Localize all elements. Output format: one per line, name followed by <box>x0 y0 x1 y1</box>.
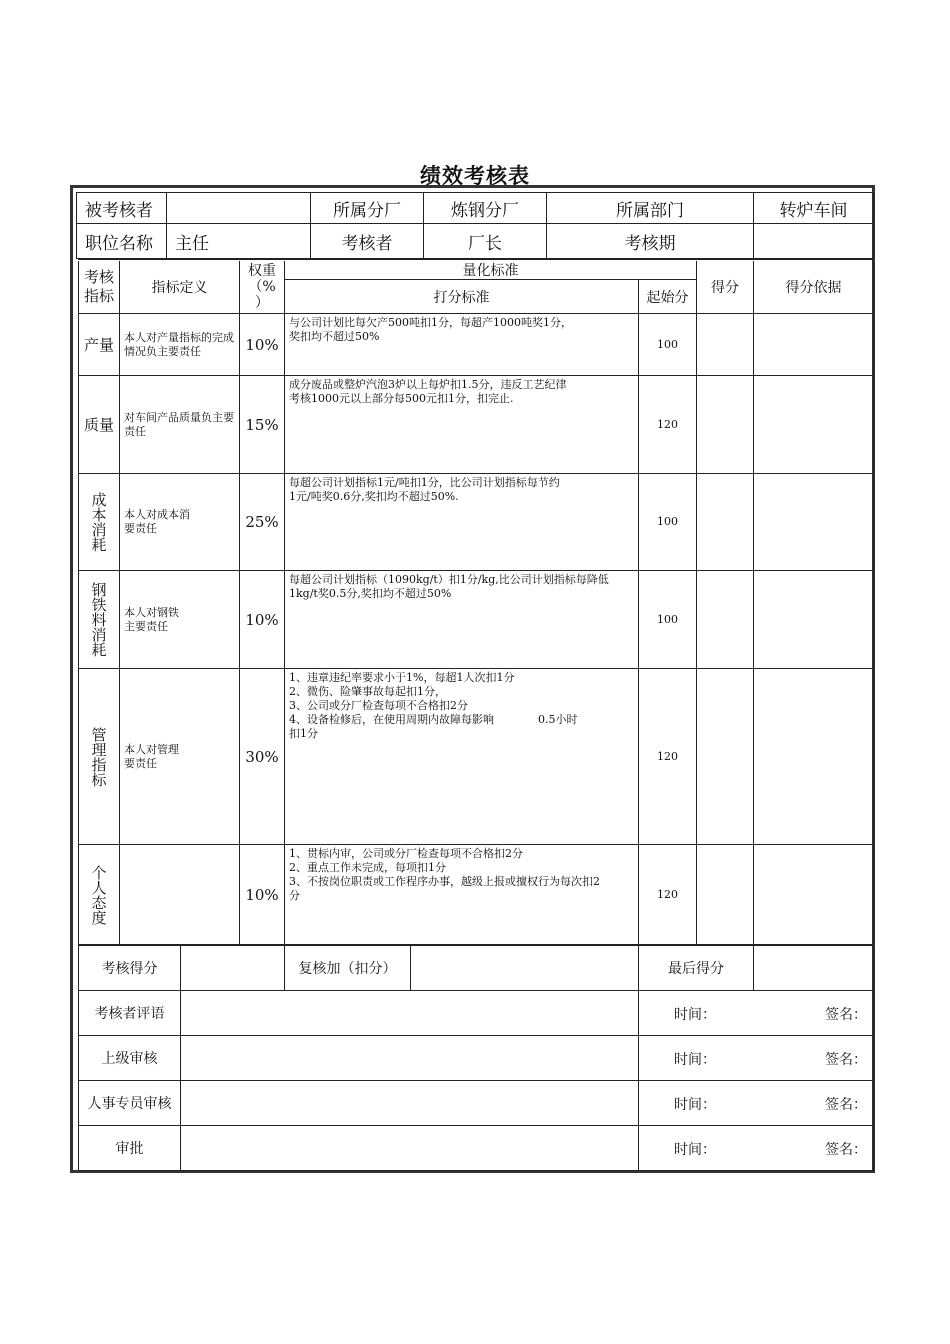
period-value[interactable] <box>754 224 874 259</box>
signoff-comment[interactable] <box>181 1036 639 1081</box>
sign-label: 签名： <box>825 1142 867 1158</box>
scoring-criteria: 成分废品或整炉汽泡3炉以上每炉扣1.5分，违反工艺纪律 考核1000元以上部分每500元扣1分，扣完止. <box>285 376 639 474</box>
col-criteria: 打分标准 <box>285 280 639 314</box>
indicator-name: 钢铁料消耗 <box>78 571 120 669</box>
sign-label: 签名： <box>825 1007 867 1023</box>
col-definition: 指标定义 <box>120 261 240 314</box>
indicator-definition: 对车间产品质量负主要责任 <box>120 376 240 474</box>
header-label-period: 考核期 <box>547 224 754 259</box>
score-cell[interactable] <box>697 376 754 474</box>
indicator-name: 质量 <box>78 376 120 474</box>
indicator-definition <box>120 845 240 945</box>
start-score: 100 <box>639 474 697 571</box>
indicator-weight: 30% <box>240 669 285 845</box>
basis-cell[interactable] <box>754 314 874 376</box>
indicator-weight: 10% <box>240 314 285 376</box>
signoff-label: 人事专员审核 <box>78 1081 181 1126</box>
sign-label: 签名： <box>825 1052 867 1068</box>
indicator-weight: 10% <box>240 571 285 669</box>
indicator-name: 产量 <box>78 314 120 376</box>
signoff-comment[interactable] <box>181 1126 639 1171</box>
basis-cell[interactable] <box>754 571 874 669</box>
indicator-definition: 本人对成本消 要责任 <box>120 474 240 571</box>
col-start-score: 起始分 <box>639 280 697 314</box>
signoff-meta <box>639 1126 874 1171</box>
start-score: 120 <box>639 669 697 845</box>
col-quant-standard: 量化标准 <box>285 261 697 280</box>
col-weight: 权重 （% ） <box>240 261 285 314</box>
signoff-meta <box>639 991 874 1036</box>
start-score: 100 <box>639 571 697 669</box>
page-title: 绩效考核表 <box>420 163 530 188</box>
position-value: 主任 <box>167 224 311 259</box>
start-score: 120 <box>639 845 697 945</box>
indicator-definition: 本人对管理 要责任 <box>120 669 240 845</box>
indicator-definition: 本人对钢铁 主要责任 <box>120 571 240 669</box>
header-label-factory: 所属分厂 <box>311 192 424 224</box>
scoring-criteria: 每超公司计划指标1元/吨扣1分，比公司计划指标每节约 1元/吨奖0.6分,奖扣均不超过50%. <box>285 474 639 571</box>
final-score-label: 最后得分 <box>639 946 754 991</box>
time-label: 时间： <box>674 1007 716 1023</box>
score-cell[interactable] <box>697 314 754 376</box>
col-basis: 得分依据 <box>754 261 874 314</box>
score-input[interactable] <box>181 946 285 991</box>
score-cell[interactable] <box>697 845 754 945</box>
scoring-criteria: 1、违章违纪率要求小于1%，每超1人次扣1分 2、微伤、险肇事故每起扣1分， 3、公司或分厂检查每项不合格扣2分 4、设备检修后，在使用周期内故障每影响 0.5小时 扣1分 <box>285 669 639 845</box>
start-score: 100 <box>639 314 697 376</box>
indicator-name: 成本消耗 <box>78 474 120 571</box>
score-cell[interactable] <box>697 571 754 669</box>
basis-cell[interactable] <box>754 474 874 571</box>
time-label: 时间： <box>674 1142 716 1158</box>
indicator-weight: 10% <box>240 845 285 945</box>
signoff-meta <box>639 1036 874 1081</box>
scoring-criteria: 每超公司计划指标（1090kg/t）扣1分/kg,比公司计划指标每降低 1kg/t奖0.5分,奖扣均不超过50% <box>285 571 639 669</box>
recheck-label: 复核加（扣分） <box>285 946 411 991</box>
department-value: 转炉车间 <box>754 192 874 224</box>
assessee-value[interactable] <box>167 192 311 224</box>
score-cell[interactable] <box>697 474 754 571</box>
indicator-weight: 25% <box>240 474 285 571</box>
time-label: 时间： <box>674 1097 716 1113</box>
recheck-input[interactable] <box>411 946 639 991</box>
start-score: 120 <box>639 376 697 474</box>
indicator-definition: 本人对产量指标的完成情况负主要责任 <box>120 314 240 376</box>
indicator-name: 个人态度 <box>78 845 120 945</box>
signoff-comment[interactable] <box>181 1081 639 1126</box>
indicator-name: 管理指标 <box>78 669 120 845</box>
signoff-label: 上级审核 <box>78 1036 181 1081</box>
final-score-input[interactable] <box>754 946 874 991</box>
col-score: 得分 <box>697 261 754 314</box>
header-label-position: 职位名称 <box>76 224 167 259</box>
assessor-value: 厂长 <box>424 224 547 259</box>
header-label-department: 所属部门 <box>547 192 754 224</box>
signoff-label: 审批 <box>78 1126 181 1171</box>
signoff-label: 考核者评语 <box>78 991 181 1036</box>
signoff-meta <box>639 1081 874 1126</box>
header-label-assessor: 考核者 <box>311 224 424 259</box>
header-label-assessee: 被考核者 <box>76 192 167 224</box>
scoring-criteria: 与公司计划比每欠产500吨扣1分，每超产1000吨奖1分， 奖扣均不超过50% <box>285 314 639 376</box>
score-cell[interactable] <box>697 669 754 845</box>
indicator-weight: 15% <box>240 376 285 474</box>
time-label: 时间： <box>674 1052 716 1068</box>
basis-cell[interactable] <box>754 845 874 945</box>
basis-cell[interactable] <box>754 669 874 845</box>
section-divider <box>78 258 873 260</box>
basis-cell[interactable] <box>754 376 874 474</box>
factory-value: 炼钢分厂 <box>424 192 547 224</box>
scoring-criteria: 1、贯标内审，公司或分厂检查每项不合格扣2分 2、重点工作未完成，每项扣1分 3、不按岗位职责或工作程序办事，越级上报或擅权行为每次扣2 分 <box>285 845 639 945</box>
signoff-comment[interactable] <box>181 991 639 1036</box>
col-indicator: 考核 指标 <box>78 261 120 314</box>
score-label: 考核得分 <box>78 946 181 991</box>
sign-label: 签名： <box>825 1097 867 1113</box>
